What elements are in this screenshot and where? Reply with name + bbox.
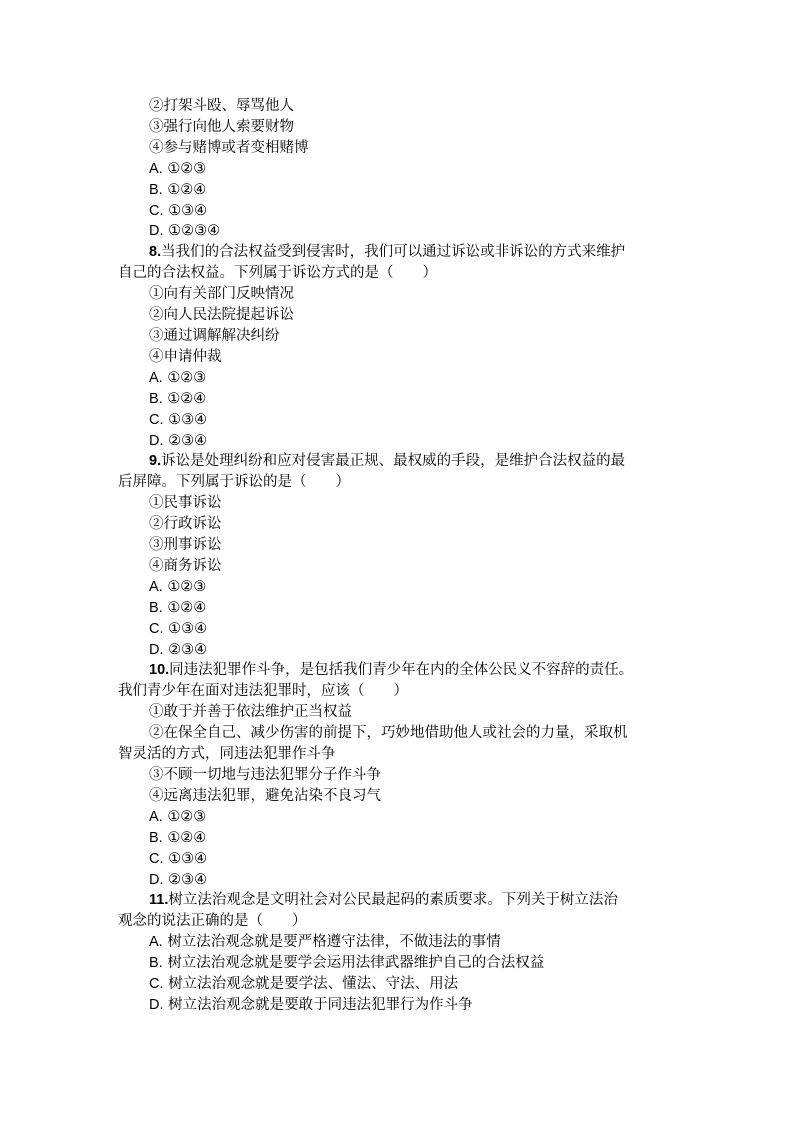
q10-item-3: ③不顾一切地与违法犯罪分子作斗争 — [149, 767, 381, 783]
q9-item-3: ③刑事诉讼 — [149, 537, 222, 554]
q10-stem-line-2: 我们青少年在面对违法犯罪时，应该（ ） — [118, 683, 408, 700]
q7-option-b: B. ①②④ — [149, 181, 207, 198]
q7-option-d: D. ①②③④ — [149, 223, 221, 240]
q10-option-c: C. ①③④ — [149, 850, 208, 867]
q9-number: 9. — [149, 453, 162, 470]
question-7-tail — [118, 96, 678, 242]
q9-stem-line-2: 后屏障。下列属于诉讼的是（ ） — [118, 474, 350, 491]
q11-number: 11. — [149, 892, 169, 909]
q10-item-2-line-1: ②在保全自己、减少伤害的前提下，巧妙地借助他人或社会的力量，采取机 — [149, 725, 628, 742]
q7-option-a: A. ①②③ — [149, 160, 207, 177]
q7-option-c: C. ①③④ — [149, 202, 208, 219]
q11-option-c: C. 树立法治观念就是要学法、懂法、守法、用法 — [149, 976, 459, 993]
q10-item-1: ①敢于并善于依法维护正当权益 — [149, 704, 352, 721]
q8-item-4: ④申请仲裁 — [149, 348, 222, 365]
q9-stem-line-1: 9.诉讼是处理纠纷和应对侵害最正规、最权威的手段，是维护合法权益的最 — [149, 453, 626, 470]
q8-item-3: ③通过调解解决纠纷 — [149, 327, 280, 344]
q11-stem-line-2: 观念的说法正确的是（ ） — [118, 913, 307, 930]
q10-item-2-line-2: 智灵活的方式，同违法犯罪作斗争 — [118, 746, 336, 763]
q10-option-b: B. ①②④ — [149, 829, 207, 846]
q7-item-2: ②打架斗殴、辱骂他人 — [149, 98, 294, 114]
q8-option-b: B. ①②④ — [149, 390, 207, 407]
q11-option-b: B. 树立法治观念就是要学会运用法律武器维护自己的合法权益 — [149, 955, 545, 972]
q9-item-4: ④商务诉讼 — [149, 557, 222, 574]
q10-option-a: A. ①②③ — [149, 808, 207, 825]
q8-option-a: A. ①②③ — [149, 369, 207, 386]
q8-option-d: D. ②③④ — [149, 432, 208, 449]
q8-option-c: C. ①③④ — [149, 411, 208, 428]
exam-content — [118, 96, 678, 1016]
q10-item-4: ④远离违法犯罪，避免沾染不良习气 — [149, 787, 381, 804]
q10-option-d: D. ②③④ — [149, 871, 208, 888]
question-10 — [118, 660, 678, 890]
q8-item-2: ②向人民法院提起诉讼 — [149, 307, 294, 324]
q9-option-d: D. ②③④ — [149, 641, 208, 658]
q11-option-a: A. 树立法治观念就是要严格遵守法律，不做违法的事情 — [149, 934, 501, 951]
q9-item-2: ②行政诉讼 — [149, 516, 222, 533]
question-11 — [118, 890, 678, 1015]
q10-stem-line-1: 10.同违法犯罪作斗争，是包括我们青少年在内的全体公民义不容辞的责任。 — [149, 662, 634, 679]
q9-option-a: A. ①②③ — [149, 578, 207, 595]
q7-item-3: ③强行向他人索要财物 — [149, 118, 294, 135]
q7-item-4: ④参与赌博或者变相赌博 — [149, 139, 309, 156]
q8-stem-line-1: 8.当我们的合法权益受到侵害时，我们可以通过诉讼或非诉讼的方式来维护 — [149, 244, 626, 261]
q8-stem-line-2: 自己的合法权益。下列属于诉讼方式的是（ ） — [118, 265, 437, 282]
q9-option-b: B. ①②④ — [149, 599, 207, 616]
question-9 — [118, 451, 678, 660]
q9-item-1: ①民事诉讼 — [149, 495, 222, 512]
q8-number: 8. — [149, 244, 162, 261]
q10-number: 10. — [149, 662, 170, 679]
question-8 — [118, 242, 678, 451]
q9-option-c: C. ①③④ — [149, 620, 208, 637]
q11-stem-line-1: 11.树立法治观念是文明社会对公民最起码的素质要求。下列关于树立法治 — [149, 892, 618, 909]
q8-item-1: ①向有关部门反映情况 — [149, 286, 294, 303]
q11-option-d: D. 树立法治观念就是要敢于同违法犯罪行为作斗争 — [149, 996, 473, 1013]
